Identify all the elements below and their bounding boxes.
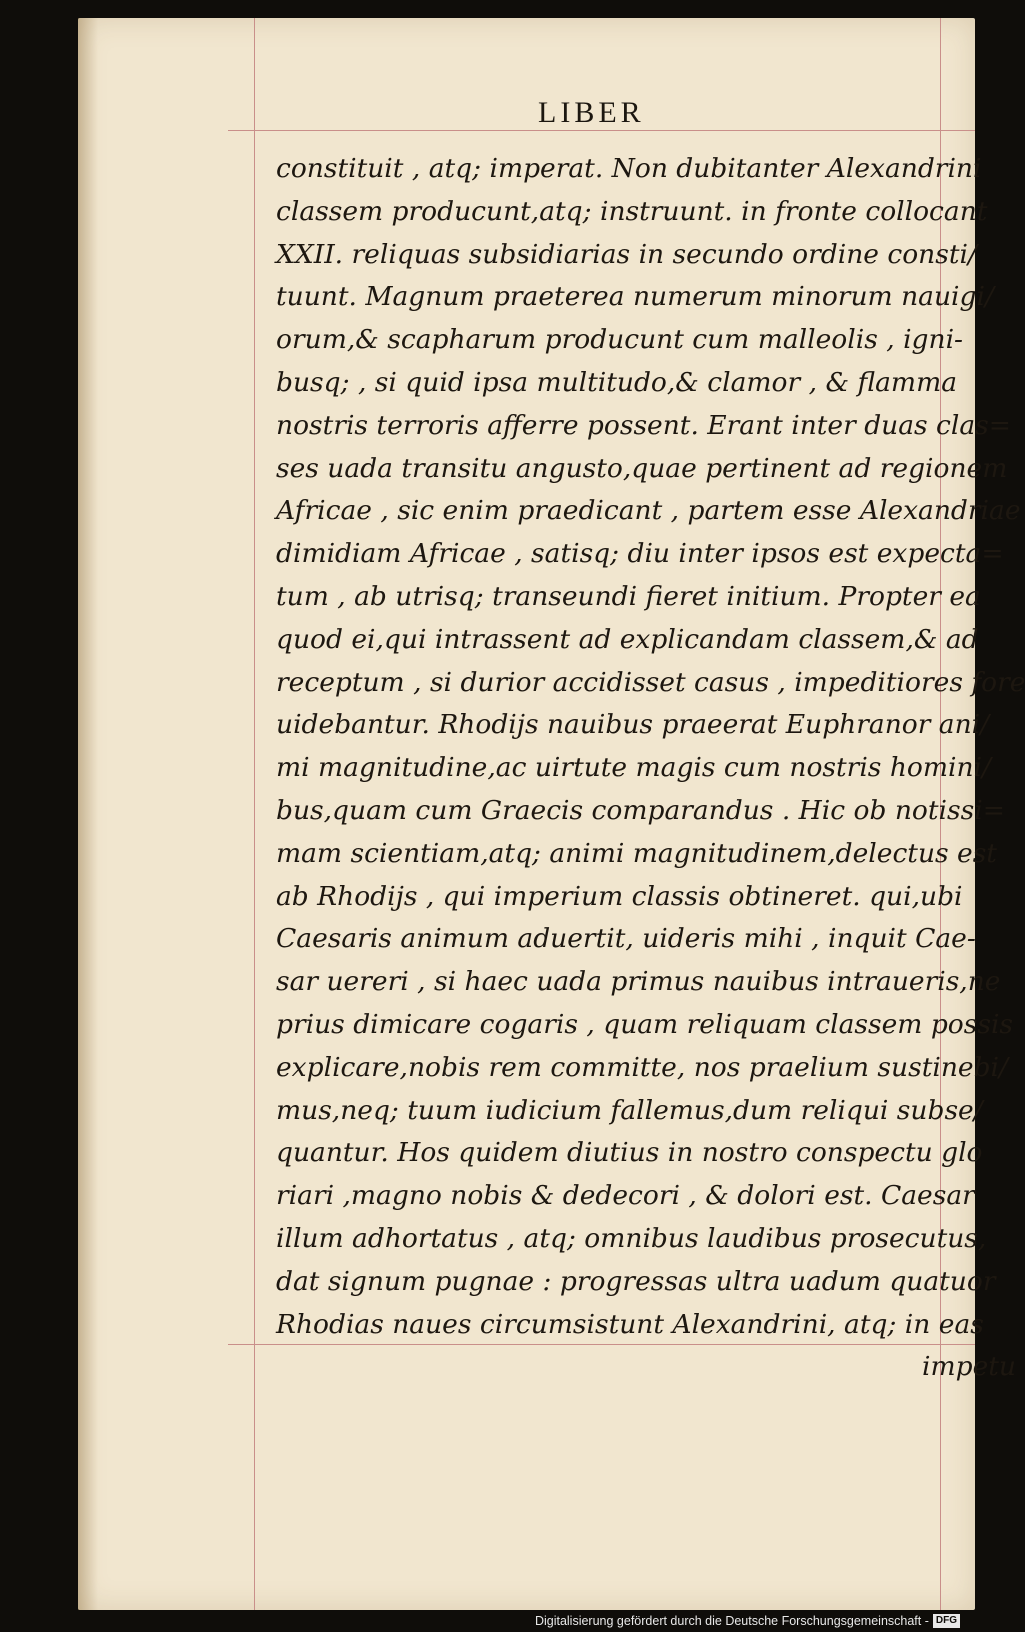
- ruled-margin-left: [254, 18, 255, 1610]
- text-line: XXII. reliquas subsidiarias in secundo ordine consti/: [276, 238, 977, 270]
- book-page: [78, 18, 1025, 1610]
- text-line: ses uada transitu angusto,quae pertinent ad regionem: [276, 452, 1008, 484]
- text-line: explicare,nobis rem committe, nos praelium sustinebi/: [276, 1051, 1008, 1083]
- text-line: mus,neq; tuum iudicium fallemus,dum reliqui subse/: [276, 1094, 983, 1126]
- text-line: dimidiam Africae , satisq; diu inter ipsos est expecta=: [276, 538, 1004, 570]
- dfg-logo-icon[interactable]: DFG: [933, 1614, 960, 1628]
- text-line: Caesaris animum aduertit, uideris mihi , inquit Cae-: [276, 923, 976, 955]
- text-line: constituit , atq; imperat. Non dubitanter Alexandrini: [276, 153, 982, 184]
- text-line: receptum , si durior accidisset casus , impeditiores fore: [276, 666, 1025, 698]
- text-line: mi magnitudine,ac uirtute magis cum nostris homini/: [276, 752, 991, 784]
- digitization-credit: [535, 1612, 960, 1630]
- text-line: dat signum pugnae : progressas ultra uadum quatuor: [276, 1265, 996, 1297]
- credit-text: Digitalisierung gefördert durch die Deutsche Forschungsgemeinschaft -: [534, 1614, 929, 1628]
- text-line: quod ei,qui intrassent ad explicandam classem,& ad: [276, 623, 979, 655]
- text-line: uidebantur. Rhodijs nauibus praeerat Euphranor ani/: [276, 709, 990, 741]
- text-line: Rhodias naues circumsistunt Alexandrini, atq; in eas: [276, 1308, 984, 1340]
- ruled-line-top: [228, 130, 975, 131]
- text-line: ab Rhodijs , qui imperium classis obtineret. qui,ubi: [276, 880, 963, 912]
- text-line: tum , ab utrisq; transeundi fieret initium. Propter ea: [276, 580, 981, 612]
- text-line: Africae , sic enim praedicant , partem esse Alexandriae: [276, 495, 1021, 527]
- text-line: orum,& scapharum producunt cum malleolis , igni-: [276, 324, 964, 356]
- text-line: prius dimicare cogaris , quam reliquam classem possis: [276, 1008, 1014, 1040]
- text-line: quantur. Hos quidem diutius in nostro conspectu glo: [276, 1137, 983, 1169]
- catchword: impetu: [922, 1351, 1016, 1383]
- text-line: nostris terroris afferre possent. Erant inter duas clas=: [276, 409, 1011, 441]
- page-gutter-shadow: [78, 18, 98, 1610]
- text-line: classem producunt,atq; instruunt. in fronte collocant: [276, 195, 988, 227]
- text-line: busq; , si quid ipsa multitudo,& clamor , & flamma: [276, 366, 957, 398]
- text-line: riari ,magno nobis & dedecori , & dolori est. Caesar: [276, 1180, 975, 1212]
- text-line: sar uereri , si haec uada primus nauibus intraueris,ne: [276, 966, 1001, 998]
- text-line: bus,quam cum Graecis comparandus . Hic ob notissi=: [276, 794, 1005, 826]
- body-text: [276, 148, 1025, 1389]
- text-line: tuunt. Magnum praeterea numerum minorum nauigi/: [276, 281, 994, 313]
- text-line: illum adhortatus , atq; omnibus laudibus prosecutus,: [276, 1222, 987, 1254]
- text-line: mam scientiam,atq; animi magnitudinem,delectus est: [276, 837, 997, 869]
- running-head: LIBER: [538, 96, 645, 129]
